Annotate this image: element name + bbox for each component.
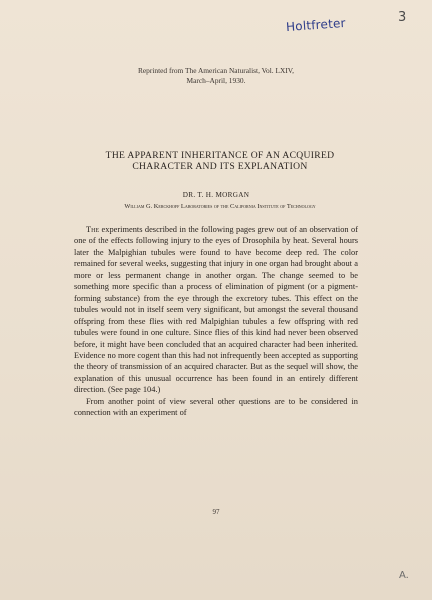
page-number: 97 [212,508,220,516]
handwritten-number-annotation: 3 [398,10,407,25]
reprint-line-2: March–April, 1930. [186,76,246,85]
article-body [74,224,358,419]
author-affiliation: William G. Kerckhoff Laboratories of the California Institute of Technology [124,203,316,210]
article-title: THE APPARENT INHERITANCE OF AN ACQUIRED CHARACTER AND ITS EXPLANATION [105,150,335,173]
article-author: DR. T. H. MORGAN [182,191,250,199]
reprint-line-1: Reprinted from The American Naturalist, Vol. LXIV, [137,66,295,75]
corner-pencil-mark: A. [399,570,409,581]
handwritten-name-annotation: Holtfreter [285,15,347,35]
reprint-notice [0,66,432,86]
paragraph-1-text: experiments described in the following pages grew out of an observation of one of the effects following injury to the eyes of Drosophila by heat. Several hours later the Malpighian tubules were found to have become deep red. The color remained for several weeks, suggesting that injury in one organ had brought about a more or less permanent change in another organ. The change seemed to be something more specific than a process of elimination of pigment (or a pigment-forming substance) from the eye through the excretory tubes. This effect on the tubules would not in itself seem very significant, but amongst the several thousand offspring from these flies with red Malpighian tubules a few offspring with red tubules were found in one culture. Since flies of this kind had never been observed before, it might have been concluded that an acquired character had been inherited. Evidence no more cogent than this had not infrequently been accepted as supporting the theory of transmission of an acquired character. But as the sequel will show, the explanation of this unusual occurrence has been found in an entirely different direction. (See page 104.) [74,225,358,395]
paragraph-2: From another point of view several other questions are to be considered in connection with an experiment of [74,396,358,418]
paragraph-1 [74,224,358,396]
paragraph-1-lead: The [86,225,100,234]
